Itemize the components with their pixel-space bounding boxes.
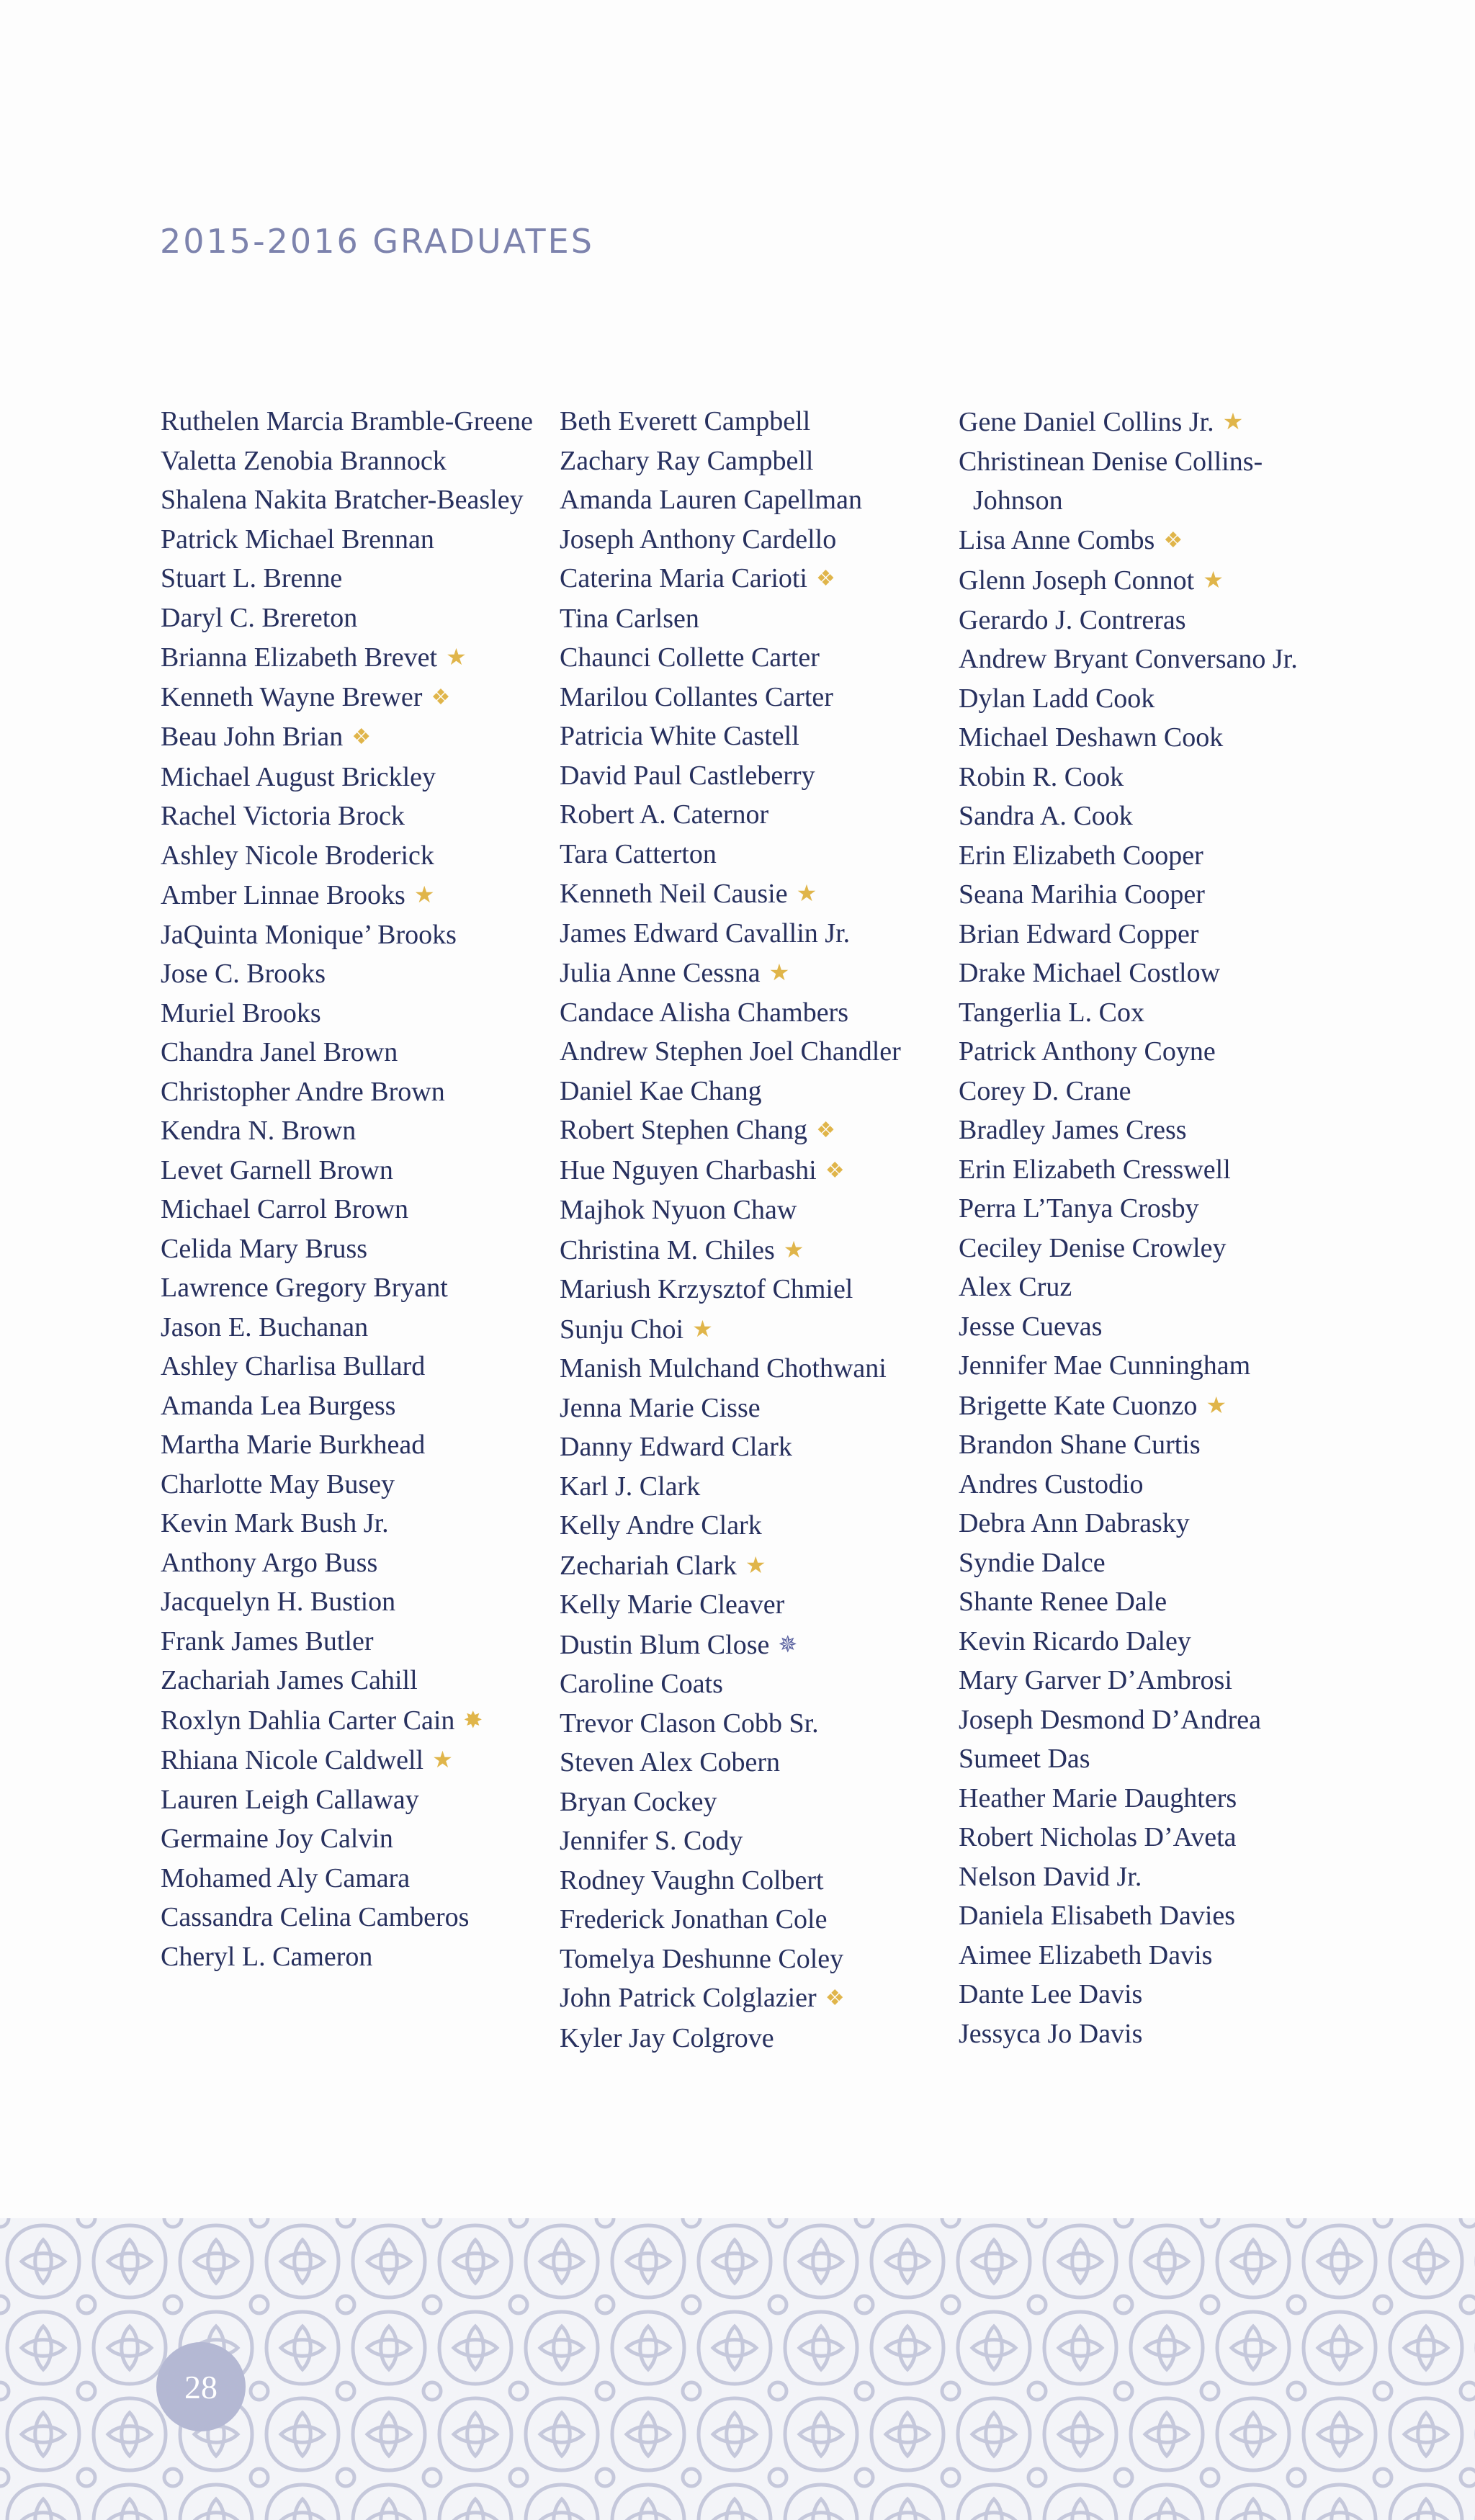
graduate-name-text: Cheryl L. Cameron: [161, 1941, 373, 1972]
graduate-name: [959, 1857, 1348, 1897]
graduate-name-text: Amanda Lauren Capellman: [560, 485, 862, 515]
graduate-name-text: Caterina Maria Carioti: [560, 563, 807, 593]
graduate-name-text: Kenneth Neil Causie: [560, 879, 788, 909]
graduate-column-2: [560, 402, 949, 2058]
graduate-name: [560, 874, 949, 914]
graduate-name: [161, 994, 550, 1033]
graduate-name: [959, 640, 1348, 679]
graduate-name-text: Jessyca Jo Davis: [959, 2018, 1143, 2049]
graduate-name: [161, 717, 550, 758]
graduate-name-text: Majhok Nyuon Chaw: [560, 1195, 797, 1225]
graduate-name-text: Alex Cruz: [959, 1272, 1072, 1302]
graduate-name: [959, 1543, 1348, 1583]
graduate-name-text: Kevin Ricardo Daley: [959, 1626, 1191, 1656]
graduate-name-text: Jacquelyn H. Bustion: [161, 1587, 396, 1617]
graduate-name-text: Jason E. Buchanan: [161, 1311, 369, 1342]
graduate-name: [161, 1543, 550, 1583]
graduate-name: [161, 1898, 550, 1937]
graduate-name: [161, 954, 550, 994]
graduate-name: [959, 1072, 1348, 1111]
graduate-name-text: Joseph Anthony Cardello: [560, 524, 837, 555]
graduate-name-text: Frederick Jonathan Cole: [560, 1904, 828, 1934]
graduate-name: [560, 1349, 949, 1389]
graduate-name: [959, 442, 1348, 521]
diamond-icon: ❖: [431, 685, 451, 709]
star-icon: ★: [1203, 567, 1224, 593]
graduate-name: [959, 2014, 1348, 2054]
graduate-name: [560, 1427, 949, 1467]
graduate-name: [959, 1622, 1348, 1662]
graduate-name-text: Shalena Nakita Bratcher-Beasley: [161, 485, 524, 515]
graduate-name: [161, 915, 550, 955]
graduate-name: [161, 836, 550, 876]
graduate-name: [161, 797, 550, 836]
graduate-name: [560, 1230, 949, 1270]
graduate-name-text: Beth Everett Campbell: [560, 406, 811, 436]
graduate-name: [959, 1111, 1348, 1150]
graduate-name-text: Marilou Collantes Carter: [560, 681, 833, 712]
graduate-name-text: Daniel Kae Chang: [560, 1075, 762, 1106]
graduate-name: [161, 1859, 550, 1898]
graduate-name-text: Corey D. Crane: [959, 1075, 1131, 1106]
graduate-name: [959, 1504, 1348, 1543]
graduate-name-text: Caroline Coats: [560, 1669, 723, 1699]
graduate-name-text: Tomelya Deshunne Coley: [560, 1943, 844, 1974]
graduate-name-text: Danny Edward Clark: [560, 1432, 792, 1462]
graduate-name-text: Michael Carrol Brown: [161, 1194, 409, 1224]
diamond-icon: ❖: [1163, 528, 1183, 552]
graduate-name: [959, 1346, 1348, 1386]
graduate-name-text: Lawrence Gregory Bryant: [161, 1273, 448, 1303]
graduate-name-text: Chaunci Collette Carter: [560, 642, 820, 673]
graduate-name-text: Candace Alisha Chambers: [560, 997, 849, 1028]
graduate-name: [959, 1386, 1348, 1426]
graduate-name: [560, 1270, 949, 1309]
star-icon: ★: [1206, 1391, 1227, 1418]
graduate-name: [560, 1309, 949, 1350]
graduate-name-text: Hue Nguyen Charbashi: [560, 1154, 817, 1185]
graduate-name-text: Kevin Mark Bush Jr.: [161, 1508, 389, 1538]
graduate-name: [959, 1229, 1348, 1268]
graduate-name: [161, 598, 550, 638]
graduate-name: [959, 993, 1348, 1033]
graduate-name-text: Robert A. Caternor: [560, 799, 769, 830]
graduate-name: [161, 1072, 550, 1112]
graduate-name: [560, 1743, 949, 1783]
graduate-name-text: Christopher Andre Brown: [161, 1076, 445, 1107]
graduate-name: [959, 1268, 1348, 1307]
graduate-name: [959, 560, 1348, 601]
graduate-name: [959, 402, 1348, 442]
graduate-name-text: Syndie Dalce: [959, 1547, 1106, 1578]
diamond-icon: ❖: [816, 1118, 835, 1142]
star-icon: ★: [768, 959, 790, 985]
graduate-name-text: Robert Stephen Chang: [560, 1115, 808, 1145]
graduate-name-text: Mariush Krzysztof Chmiel: [560, 1274, 853, 1304]
graduate-name-text: Brandon Shane Curtis: [959, 1430, 1201, 1460]
graduate-name: [161, 758, 550, 797]
starburst-icon: ✸: [463, 1706, 483, 1733]
graduate-name: [161, 1740, 550, 1780]
star-icon: ★: [692, 1315, 713, 1342]
graduate-column-3: [959, 402, 1348, 2053]
graduate-name: [161, 1347, 550, 1386]
graduate-name-text: Patrick Anthony Coyne: [959, 1036, 1216, 1067]
graduate-name: [959, 1465, 1348, 1505]
graduate-name: [560, 1978, 949, 2019]
graduate-name-text: Rhiana Nicole Caldwell: [161, 1745, 424, 1775]
diamond-icon: ❖: [825, 1158, 845, 1183]
graduate-name-text: Daryl C. Brereton: [161, 602, 358, 633]
graduate-name-text: Heather Marie Daughters: [959, 1783, 1237, 1813]
graduate-name-text: Christinean Denise Collins-Johnson: [959, 446, 1263, 516]
graduate-name: [560, 559, 949, 599]
graduate-name-text: Brian Edward Copper: [959, 918, 1199, 949]
graduate-name-text: Karl J. Clark: [560, 1471, 701, 1502]
graduate-name: [161, 1937, 550, 1977]
graduate-name-text: Lisa Anne Combs: [959, 524, 1155, 555]
graduate-name-text: Celida Mary Bruss: [161, 1233, 368, 1264]
graduate-name-text: Robert Nicholas D’Aveta: [959, 1822, 1237, 1852]
graduate-name-text: Michael Deshawn Cook: [959, 722, 1224, 753]
graduate-name: [560, 993, 949, 1033]
graduate-name: [161, 1582, 550, 1622]
graduate-name-text: Anthony Argo Buss: [161, 1547, 378, 1578]
graduate-name-text: Gerardo J. Contreras: [959, 604, 1186, 635]
graduate-name: [560, 638, 949, 678]
graduate-name-text: Patricia White Castell: [560, 721, 799, 751]
graduate-name-text: Jennifer Mae Cunningham: [959, 1350, 1251, 1381]
graduate-name: [560, 914, 949, 954]
graduate-name: [161, 1504, 550, 1543]
graduate-name-text: Kelly Andre Clark: [560, 1510, 762, 1541]
graduate-name-text: Roxlyn Dahlia Carter Cain: [161, 1705, 455, 1736]
graduate-name: [560, 402, 949, 441]
graduate-name-text: Jennifer S. Cody: [560, 1826, 743, 1856]
graduate-name-text: Rodney Vaughn Colbert: [560, 1865, 824, 1896]
graduate-name-text: Cassandra Celina Camberos: [161, 1902, 470, 1932]
graduate-name-text: Ceciley Denise Crowley: [959, 1232, 1227, 1263]
star-icon: ★: [796, 880, 817, 906]
graduate-name-text: James Edward Cavallin Jr.: [560, 918, 851, 949]
graduate-name-text: Tina Carlsen: [560, 603, 699, 634]
graduate-name: [959, 915, 1348, 954]
graduate-name: [959, 797, 1348, 836]
graduate-name: [560, 1111, 949, 1151]
graduate-name: [161, 1819, 550, 1859]
graduate-name: [959, 1700, 1348, 1740]
graduate-name-text: Manish Mulchand Chothwani: [560, 1353, 887, 1384]
graduate-name-text: Charlotte May Busey: [161, 1468, 395, 1499]
star-icon: ★: [1222, 408, 1244, 434]
graduate-name-text: Ashley Nicole Broderick: [161, 840, 434, 871]
diamond-icon: ❖: [825, 1986, 845, 2010]
graduate-name: [959, 1661, 1348, 1700]
graduate-name-text: Jesse Cuevas: [959, 1311, 1103, 1342]
graduate-name: [959, 1779, 1348, 1819]
graduate-name-text: Kendra N. Brown: [161, 1116, 357, 1146]
graduate-name: [161, 1268, 550, 1308]
graduate-name: [161, 559, 550, 598]
star-icon: ★: [432, 1746, 453, 1772]
graduate-name-text: Perra L’Tanya Crosby: [959, 1193, 1199, 1224]
graduate-name: [959, 1189, 1348, 1229]
graduate-name: [560, 1664, 949, 1704]
graduate-name: [161, 875, 550, 915]
graduate-name-text: Erin Elizabeth Cooper: [959, 840, 1203, 871]
graduate-name-text: Nelson David Jr.: [959, 1861, 1142, 1892]
graduate-name-text: Kenneth Wayne Brewer: [161, 681, 423, 712]
graduate-name: [161, 402, 550, 441]
graduate-name-text: Dylan Ladd Cook: [959, 683, 1155, 714]
graduate-name: [959, 1818, 1348, 1857]
graduate-name-text: Bryan Cockey: [560, 1786, 717, 1817]
graduate-name-text: Gene Daniel Collins Jr.: [959, 407, 1214, 437]
graduate-name: [560, 1861, 949, 1901]
graduate-name: [560, 835, 949, 874]
graduate-name: [161, 637, 550, 678]
graduate-name-text: Jose C. Brooks: [161, 959, 326, 989]
graduate-name: [161, 1151, 550, 1191]
graduate-name: [959, 1896, 1348, 1936]
diamond-icon: ❖: [351, 725, 372, 749]
graduate-name: [161, 1425, 550, 1465]
graduate-name: [959, 1936, 1348, 1976]
graduate-name: [560, 520, 949, 560]
graduate-name-text: Joseph Desmond D’Andrea: [959, 1704, 1262, 1735]
graduate-name-text: Chandra Janel Brown: [161, 1037, 398, 1067]
graduate-name: [560, 1704, 949, 1744]
graduate-name-text: Ashley Charlisa Bullard: [161, 1351, 426, 1381]
graduate-name: [560, 1072, 949, 1111]
graduate-name: [560, 678, 949, 717]
graduate-name: [959, 601, 1348, 640]
graduate-name: [959, 836, 1348, 876]
page-title: 2015-2016 GRADUATES: [160, 222, 594, 261]
graduate-name-text: JaQuinta Monique’ Brooks: [161, 919, 457, 950]
graduate-name-text: Christina M. Chiles: [560, 1234, 775, 1265]
graduate-name-text: Zechariah Clark: [560, 1550, 737, 1581]
graduate-name-text: Frank James Butler: [161, 1626, 374, 1656]
graduate-name: [959, 718, 1348, 758]
graduate-name-text: Steven Alex Cobern: [560, 1747, 781, 1777]
graduate-name: [560, 1506, 949, 1546]
graduate-name-text: Lauren Leigh Callaway: [161, 1784, 419, 1815]
graduate-name: [560, 953, 949, 993]
graduate-name: [560, 1585, 949, 1625]
graduate-name: [161, 1780, 550, 1820]
graduate-name: [959, 875, 1348, 915]
graduate-name: [161, 1661, 550, 1700]
graduate-name: [161, 480, 550, 520]
graduate-name-text: Kyler Jay Colgrove: [560, 2022, 774, 2053]
graduate-name-text: David Paul Castleberry: [560, 760, 815, 791]
graduate-name: [560, 2019, 949, 2058]
graduate-name: [560, 1783, 949, 1822]
graduate-name: [959, 1582, 1348, 1622]
graduate-name: [959, 954, 1348, 993]
page-number-badge: 28: [156, 2342, 246, 2431]
graduate-name: [959, 1425, 1348, 1465]
graduate-name: [959, 1307, 1348, 1347]
graduate-name: [560, 1032, 949, 1072]
graduate-name-text: Daniela Elisabeth Davies: [959, 1901, 1236, 1931]
graduate-name-text: Ruthelen Marcia Bramble-Greene: [161, 406, 533, 436]
graduate-name-text: Amber Linnae Brooks: [161, 880, 405, 910]
graduate-name-text: Andrew Bryant Conversano Jr.: [959, 644, 1298, 674]
graduate-name-text: Sunju Choi: [560, 1314, 684, 1345]
graduate-name-text: Robin R. Cook: [959, 761, 1124, 792]
graduate-name: [560, 599, 949, 639]
graduate-name: [959, 1739, 1348, 1779]
graduate-name-text: John Patrick Colglazier: [560, 1983, 817, 2013]
graduate-name: [560, 441, 949, 481]
graduate-name-text: Tangerlia L. Cox: [959, 997, 1144, 1028]
graduate-name-text: Sumeet Das: [959, 1744, 1090, 1774]
graduate-name-text: Beau John Brian: [161, 722, 344, 752]
graduate-name: [161, 1465, 550, 1505]
graduate-name: [959, 679, 1348, 719]
graduate-name-text: Julia Anne Cessna: [560, 958, 761, 988]
graduate-name-text: Sandra A. Cook: [959, 801, 1133, 831]
graduate-name: [959, 1975, 1348, 2014]
graduate-name-text: Shante Renee Dale: [959, 1587, 1167, 1617]
graduate-name: [161, 1033, 550, 1072]
graduate-name-text: Dustin Blum Close: [560, 1629, 770, 1660]
star-icon: ★: [745, 1551, 766, 1578]
graduate-name-text: Jenna Marie Cisse: [560, 1392, 761, 1423]
graduate-name: [560, 1151, 949, 1191]
graduate-name: [161, 1622, 550, 1662]
graduate-name-text: Bradley James Cress: [959, 1115, 1187, 1145]
graduate-name: [560, 1625, 949, 1665]
graduate-name-text: Mary Garver D’Ambrosi: [959, 1665, 1232, 1695]
graduate-name-text: Aimee Elizabeth Davis: [959, 1940, 1213, 1970]
graduate-name-text: Erin Elizabeth Cresswell: [959, 1154, 1231, 1185]
graduate-name: [161, 520, 550, 560]
graduate-name: [560, 1940, 949, 1979]
graduate-name: [161, 1229, 550, 1269]
graduate-name-text: Amanda Lea Burgess: [161, 1390, 396, 1421]
graduate-name: [560, 1900, 949, 1940]
graduate-name-text: Levet Garnell Brown: [161, 1154, 393, 1185]
graduate-name-text: Mohamed Aly Camara: [161, 1862, 411, 1893]
graduate-name-text: Debra Ann Dabrasky: [959, 1508, 1190, 1538]
graduate-name-text: Brianna Elizabeth Brevet: [161, 642, 438, 673]
graduate-name-text: Andres Custodio: [959, 1468, 1144, 1499]
graduate-name-text: Glenn Joseph Connot: [959, 565, 1195, 596]
graduate-name-text: Trevor Clason Cobb Sr.: [560, 1708, 819, 1739]
graduate-name: [161, 1190, 550, 1229]
graduate-name-text: Brigette Kate Cuonzo: [959, 1390, 1198, 1421]
graduate-name-text: Zachariah James Cahill: [161, 1665, 418, 1695]
graduate-name-text: Michael August Brickley: [161, 761, 436, 792]
graduate-name-text: Kelly Marie Cleaver: [560, 1589, 785, 1620]
graduate-name: [560, 1821, 949, 1861]
graduate-name-text: Stuart L. Brenne: [161, 563, 343, 593]
graduate-name: [560, 1546, 949, 1586]
graduate-name-text: Seana Marihia Cooper: [959, 879, 1205, 910]
graduate-name-text: Patrick Michael Brennan: [161, 524, 434, 555]
graduate-name-text: Drake Michael Costlow: [959, 958, 1221, 988]
graduate-name: [161, 1308, 550, 1348]
graduate-name-text: Rachel Victoria Brock: [161, 801, 405, 831]
graduate-name-text: Zachary Ray Campbell: [560, 445, 814, 476]
graduate-name: [959, 1150, 1348, 1190]
graduate-name: [161, 1386, 550, 1426]
graduate-name: [161, 441, 550, 481]
graduate-name: [959, 1032, 1348, 1072]
graduate-name: [161, 1700, 550, 1741]
graduate-name-text: Germaine Joy Calvin: [161, 1824, 393, 1854]
graduate-name-text: Muriel Brooks: [161, 997, 321, 1028]
graduate-name: [161, 1111, 550, 1151]
star-icon: ★: [783, 1236, 804, 1263]
graduate-column-1: [161, 402, 550, 1976]
graduate-name-text: Valetta Zenobia Brannock: [161, 445, 447, 476]
graduate-name: [560, 1389, 949, 1428]
graduate-name: [959, 521, 1348, 561]
graduate-name: [560, 1191, 949, 1230]
graduate-name: [560, 480, 949, 520]
snowflake-icon: ✵: [778, 1631, 798, 1657]
star-icon: ★: [413, 882, 435, 907]
star-icon: ★: [446, 644, 467, 670]
graduate-name-text: Martha Marie Burkhead: [161, 1430, 426, 1460]
graduate-name: [560, 795, 949, 835]
graduate-name: [560, 756, 949, 796]
graduate-name-text: Tara Catterton: [560, 838, 717, 869]
graduate-name: [959, 758, 1348, 797]
graduate-name: [560, 1467, 949, 1507]
graduate-name-text: Dante Lee Davis: [959, 1979, 1143, 2009]
graduate-name: [560, 717, 949, 756]
graduate-name: [161, 678, 550, 718]
diamond-icon: ❖: [816, 567, 835, 591]
graduate-name-text: Andrew Stephen Joel Chandler: [560, 1036, 901, 1067]
